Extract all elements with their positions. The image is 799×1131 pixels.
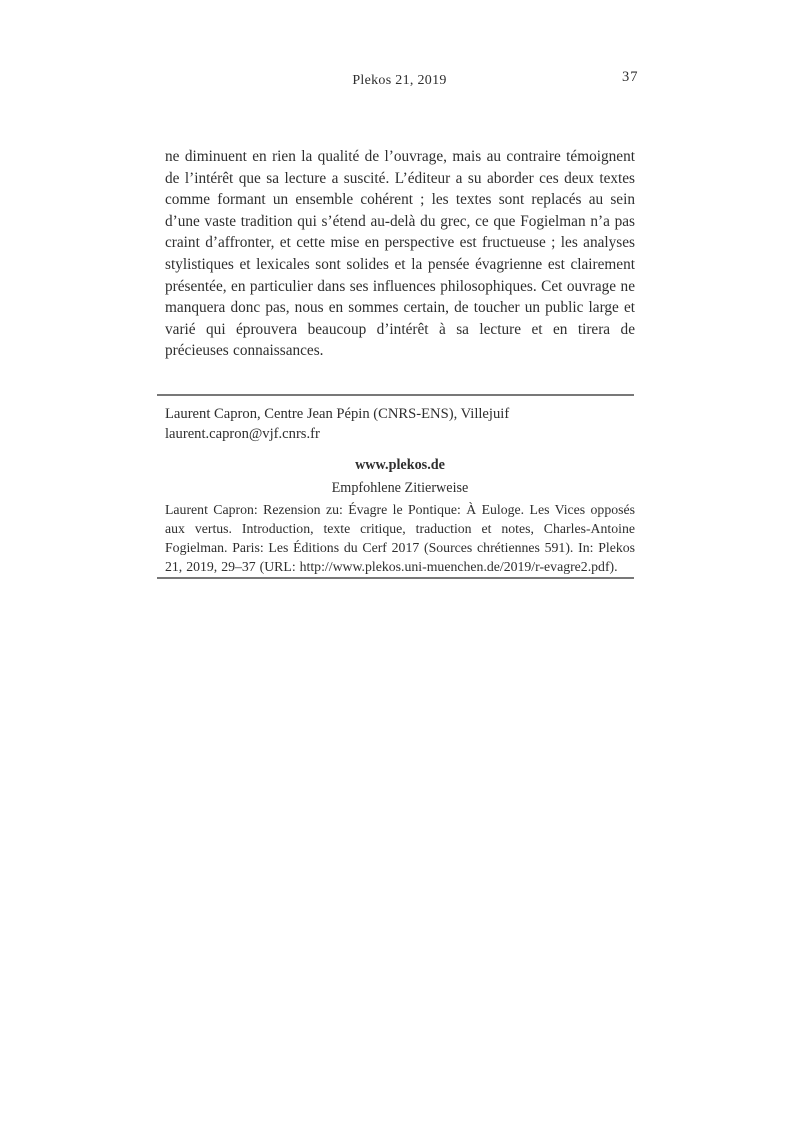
journal-header: Plekos 21, 2019 [352,73,447,88]
recommended-citation-text: Laurent Capron: Rezension zu: Évagre le Pontique: À Euloge. Les Vices opposés aux vertus. Introduction, texte critique, traduction et notes, Charles-Antoine Fogielman. Paris: Les Éditions du Cerf 2017 (Sources chrétiennes 591). In: Plekos 21, 2019, 29–37 (URL: http://www.plekos.uni-muenchen.de/2019/r-evagre2.pdf). [165,502,635,574]
separator-rule-top [157,394,634,396]
author-email: laurent.capron@vjf.cnrs.fr [165,425,320,442]
page-number: 37 [622,69,639,85]
review-body-paragraph: ne diminuent en rien la qualité de l’ouvrage, mais au contraire témoignent de l’intérêt que sa lecture a suscité. L’éditeur a su aborder ces deux textes comme formant un ensemble cohérent ; les textes sont replacés au sein d’une vaste tradition qui s’étend au-delà du grec, ce que Fogielman n’a pas craint d’affronter, et cette mise en perspective est fructueuse ; les analyses stylistiques et lexicales sont solides et la pensée évagrienne est clairement présentée, en particulier dans ses influences philosophiques. Cet ouvrage ne manquera donc pas, nous en sommes certain, de toucher un public large et varié qui éprouvera beaucoup d’intérêt à sa lecture et en tirera de précieuses connaissances. [165,148,635,360]
citation-block [165,457,635,576]
citation-heading: Empfohlene Zitierweise [331,480,469,496]
journal-website: www.plekos.de [355,457,445,473]
author-block [165,405,635,444]
author-affiliation: Laurent Capron, Centre Jean Pépin (CNRS-ENS), Villejuif [165,406,510,422]
separator-rule-bottom [157,577,634,579]
